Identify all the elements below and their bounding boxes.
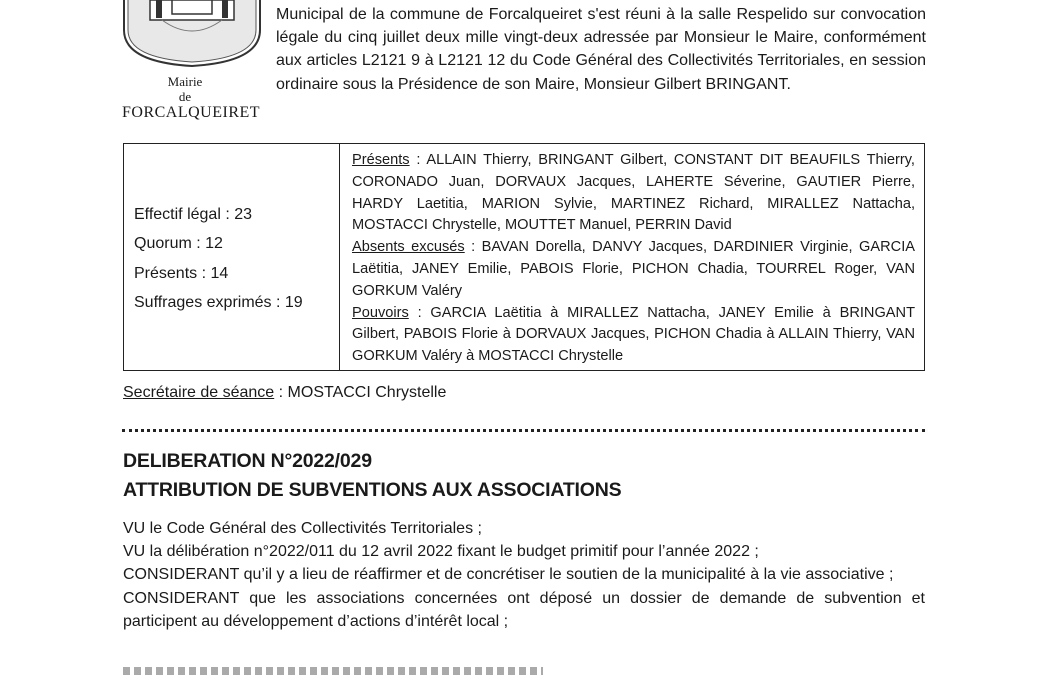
absents-list (352, 237, 915, 302)
intro-text: Municipal de la commune de Forcalqueiret s'est réuni à la salle Respelido sur convocation légale du cinq juillet deux mille vingt-deux adressée par Monsieur le Maire, conformément aux articles L2121 9 à L2121 12 du Code Général des Collectivités Territoriales, en session ordinaire sous la Présidence de son Maire, Monsieur Gilbert BRINGANT. (276, 6, 926, 93)
body-line: VU le Code Général des Collectivités Territoriales ; (123, 520, 482, 537)
deliberation-heading (123, 447, 621, 505)
intro-paragraph (276, 3, 926, 96)
pouvoirs-names: : GARCIA Laëtitia à MIRALLEZ Nattacha, JANEY Emilie à BRINGANT Gilbert, PABOIS Florie à DORVAUX Jacques, PICHON Chadia à ALLAIN Thierry, VAN GORKUM Valéry à MOSTACCI Chrystelle (352, 304, 915, 365)
mairie-label: Mairie (167, 74, 203, 89)
secretary-label: Secrétaire de séance (123, 384, 275, 401)
suffrages-exprimes: Suffrages exprimés : 19 (134, 294, 303, 312)
pouvoirs-list (352, 303, 915, 368)
mairie-caption (160, 74, 210, 104)
coat-of-arms-icon (122, 0, 262, 70)
presents-list (352, 150, 915, 237)
presents-count: Présents : 14 (134, 264, 229, 282)
effectif-legal: Effectif légal : 23 (134, 206, 252, 223)
secretary-name: : MOSTACCI Chrystelle (274, 384, 447, 401)
attendance-table (123, 143, 925, 371)
absents-label: Absents excusés (352, 239, 465, 256)
stats-cell (124, 144, 340, 370)
quorum: Quorum : 12 (134, 235, 223, 253)
members-cell (340, 144, 924, 370)
presents-label: Présents (352, 152, 410, 168)
de-label: de (178, 89, 192, 104)
deliberation-body (123, 517, 925, 633)
deliberation-subject: ATTRIBUTION DE SUBVENTIONS AUX ASSOCIATIONS (123, 479, 622, 501)
body-line: VU la délibération n°2022/011 du 12 avril 2022 fixant le budget primitif pour l’année 2022 ; (123, 543, 759, 561)
body-line: CONSIDERANT que les associations concernées ont déposé un dossier de demande de subvention et participent au développement d’actions d’intérêt local ; (123, 589, 925, 630)
cropped-text-line (123, 667, 543, 675)
pouvoirs-label: Pouvoirs (352, 304, 409, 321)
town-name: FORCALQUEIRET (122, 104, 261, 121)
dotted-separator (122, 429, 925, 432)
secretary-line (123, 384, 446, 402)
body-line: CONSIDERANT qu’il y a lieu de réaffirmer et de concrétiser le soutien de la municipalité à la vie associative ; (123, 566, 894, 584)
presents-names: : ALLAIN Thierry, BRINGANT Gilbert, CONSTANT DIT BEAUFILS Thierry, CORONADO Juan, DORVAUX Jacques, LAHERTE Séverine, GAUTIER Pierre, HARDY Laetitia, MARION Sylvie, MARTINEZ Richard, MIRALLEZ Nattacha, MOSTACCI Chrystelle, MOUTTET Manuel, PERRIN David (352, 152, 915, 234)
deliberation-number: DELIBERATION N°2022/029 (123, 450, 372, 472)
absents-names: : BAVAN Dorella, DANVY Jacques, DARDINIER Virginie, GARCIA Laëtitia, JANEY Emilie, PABOIS Florie, PICHON Chadia, TOURREL Roger, VAN GORKUM Valéry (352, 239, 916, 299)
